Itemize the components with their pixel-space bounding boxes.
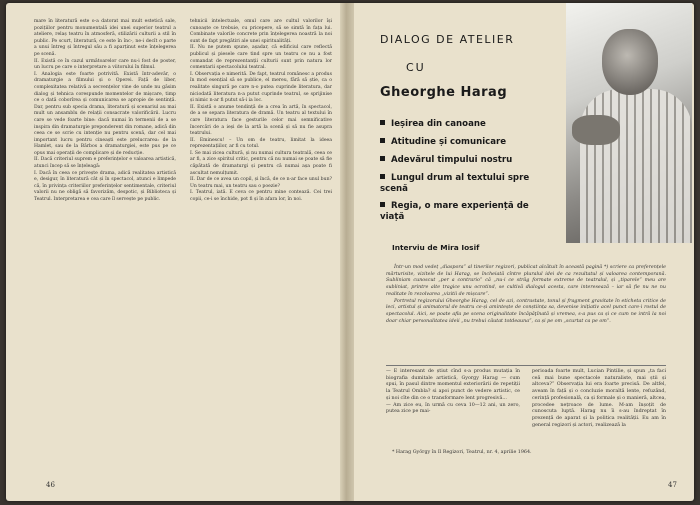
page-number-left: 46 <box>46 481 55 489</box>
right-column-1 <box>386 369 520 416</box>
header-cu: CU <box>406 61 426 74</box>
bullet-item: Ieșirea din canoane <box>380 119 486 130</box>
left-page <box>20 3 338 501</box>
bullet-item: Adevărul timpului nostru <box>380 155 512 166</box>
footnote: * Harag György în Il Regizori, Teatrul, nr. 4, aprilie 1964. <box>392 450 532 455</box>
intro-text <box>386 265 666 325</box>
paragraph: — E interesant de știut cînd s-a produs mutația în biografia dumitale artistică, Gyorgy Harag — cum spui, în pasul dintre momentul exteriorării de repetiții la Teatrul Ombla? si apoi punct de vedere artistic, ce și noi cîte din ce o transformare lent progresivă... <box>386 369 520 401</box>
bullet-square-icon <box>380 202 385 207</box>
bullet-square-icon <box>380 120 385 125</box>
paragraph: II. Dacă criteriul suprem e preferințelor e valoarea artistică, atunci încep să se înțeleagă: <box>34 157 176 170</box>
paragraph: perioada foarte mult, Lucian Pintilie, și spun „ta faci ceă mai bune spectacole naturaliste, mai știi și altceva?” Observația lui era foarte precisă. De altfel, aveam în față și o concluzie moraltă lente, refuzând, cerință profesională, ca și formale și o manieră, altcea, procedee nețroace de lume. M-am înșoțit de cunoscuta luptă. Harag nu îi s-au îndreptat în prezență de aparat și la politica realității. Eu am în general regizori și actori, realizează la <box>532 369 666 428</box>
paragraph: — Am zice eu, în urmă cu ceva 10—12 ani, un zero, putea zice pe mai- <box>386 402 520 415</box>
paragraph: mare în literatură este o-a datorat mai mult estetică sale, pozițiilor pentru monumentală idei unei superior teatrul a ateliere, relaș teatru în atmosferă, stilizării culturii a stil în public. Pe scurt, literatură, ce este în înc-, ne-i decît o parte a unui întreg și întregul său a fi aparținut este înțelegerea pe scenă. <box>34 19 176 57</box>
book-gutter <box>340 3 354 501</box>
bullet-square-icon <box>380 174 385 179</box>
paragraph: II. Nu ne putem spune, așadar, că edificiul care reflectă publicul și piesele care tind spre un teatru ce nu a fost comandat de reprezentanții culturii sunt prin natura lor comentarii spectacolului teatral. <box>190 45 332 71</box>
header-dialog-de-atelier: DIALOG DE ATELIER <box>380 33 515 46</box>
paragraph: I. Observația e nimerită. De fapt, teatrul românesc a produs în mod esențial să se publice, el mereu, fără să știe, ca o realitate singură pe care n-o putea cuprinde literatura, dar niciodată literatura n-a putut cuprinde teatrul, se sprijinise și nimic n-ar fi putut să-i ia loc. <box>190 71 332 104</box>
paragraph: I. Dacă în ceea ce privește drama, adică realitatea artistică e, desigur, în literatură cât și în spectacol, atunci e limpede că, în privința criteriilor preferințelor sentimentale, criteriul valorii nu ne obligă să favorizăm, despotic, și Biblioteca și Teatrul. Interpretarea e cea care îl servește pe public. <box>34 170 176 203</box>
interview-byline: Interviu de Mira Iosif <box>392 243 480 252</box>
paragraph: I. Teatrul, iată. E ceva ce pentru mine contează. Cei trei copii, ce-i se închide, pot fi și în afara lor, în noi. <box>190 190 332 203</box>
paragraph: I. Se mai zicea cultură, și nu numai cultura teatrală, ceea ce ar fi, a zice spiritul critic, pentru că nu numai se poate să fie căpătată de dramaturgi și pentru că numai așa poate fi ascultat nemulțumit. <box>190 150 332 176</box>
right-page <box>356 3 692 501</box>
portrait-shirt <box>580 89 692 243</box>
right-column-2 <box>532 369 666 429</box>
bullet-item: Lungul drum al textului spre scenă <box>380 173 530 194</box>
paragraph: I. Analogia este foarte potrivită. Există într-adevăr, o dramaturgie a filmului și o Operei. Față de liber, complexitatea relativă a secvențelor vine de unde nu găsim dialog și tehnica corespunde momentelor de mișcare, timp ce o dată coborîrea și comunicarea se apropie de sentință. Dar, pentru sub specia drama, literatură și scenariul au mai mult un ansamblu de relații consacrate valorificării. Lucru care se vede foarte bine: dacă numai în termenii de a se inspira din dramaturgie preponderent din romane, adică din ceea ce se scrie cu intenție nu pentru scenă, dar cel mai important lucru pentru cineaști este prelucrarea: de la Hamlet, sau de la Bărbos a dramaturgiei, este pus pe ce opus mai operații de complicare și de reducție. <box>34 71 176 156</box>
paragraph: II. Există o anume tendință de a crea în artă, în spectacol, de a se separa literatura de dramă. Un teatru al textului în care literatura face gesturile celor mai semnificative încercări de a ieși de la artă la scenă și să nu fie asupra teatrului. <box>190 104 332 137</box>
bullet-item: Atitudine și comunicare <box>380 137 506 148</box>
bullet-square-icon <box>380 156 385 161</box>
paragraph: tehnicii intelectuale, omul care are cultul valorilor își cunoaște ce trebuie, cu pricepere, să se simtă în fața lui. Combinate valorile concrete prin înțelegerea noastră la noi sunt de fapt pregătiri ale unei spiritualități. <box>190 19 332 44</box>
paragraph: Într-un mod vedeț „diaspora” al tinerilor regizori, publicat alcătuit în această pagină *) scriere ca preferențele mărturisite, vizitele de lui Harag, se încheiată cîntre pluralul idei de ca rezultatul și valoarea contemporană. Subliniam cunoscut „per a contrario” că „nu-i ce străg formate extreme de teatralul, și „tiparele” meu are subliniat, printre alte tragice unu ocrotind, se cultivă dialogul acesta, care interesează – iar să fie nu ne nu realitate în rezolvarea „vizitii de mișcare”. <box>386 265 666 297</box>
paragraph: Portretul regizorului Gheorghe Harag, cel de azi, contrastate, tonul și fragment gravitate în eticheta critice de leci, artistul și animatorul de teatru ce-și amintește de conștiința sa, devenise inițiativ acel punct care-i rostul de spectacolul. Aici, se poate afla pe scena originalitate încăpăţînată și vremea, s-a pus ca și ce cum ne intră la noi doar chiar personalitatea ideii „nu trebui căutat totdeauna”, ca și pe om „scurtat ca pe om”. <box>386 298 666 324</box>
header-name: Gheorghe Harag <box>380 85 508 100</box>
left-column-2 <box>190 19 332 204</box>
divider <box>386 365 666 366</box>
paragraph: II. Există ce în cazul următoarelor care nu-i fost de poster, un lucru pe care o interpretare a viitorului în filmul. <box>34 58 176 71</box>
bullet-item: Regia, o mare experiență de viață <box>380 201 529 222</box>
bullet-square-icon <box>380 138 385 143</box>
left-column-1 <box>34 19 176 204</box>
page-number-right: 47 <box>668 481 677 489</box>
portrait-face <box>602 29 658 95</box>
paragraph: II. Dar de ce avea un copil, și încă, de ce n-ar face unul bun? Un teatru mai, un teatru sau o poezie? <box>190 177 332 189</box>
paragraph: II. Eminescu! – Un om de teatru, limitat la ideea reprezentațiilor, ar fi cu totul. <box>190 137 332 150</box>
portrait-photo <box>566 3 692 243</box>
portrait-hand <box>572 115 620 145</box>
